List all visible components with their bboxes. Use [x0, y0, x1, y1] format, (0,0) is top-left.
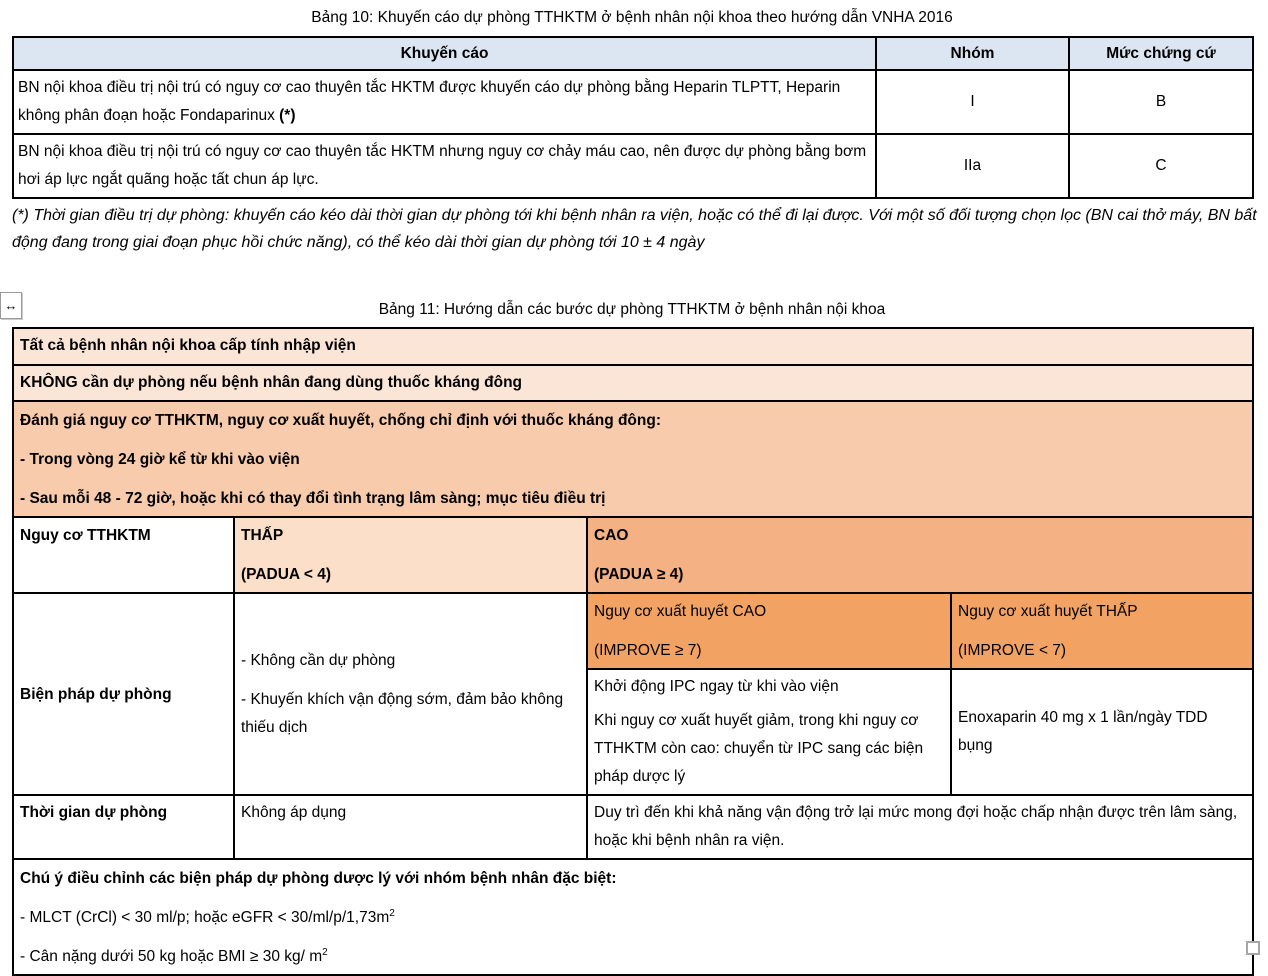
ipc-cell — [587, 669, 951, 795]
bleed-high-cell — [587, 593, 951, 669]
notes-cell — [13, 859, 1253, 975]
table10-header-recommendation: Khuyến cáo — [13, 37, 876, 70]
no-prophylaxis-cell: KHÔNG cần dự phòng nếu bệnh nhân đang dùng thuốc kháng đông — [13, 365, 1253, 401]
risk-low-cell — [234, 517, 587, 593]
assessment-cell — [13, 401, 1253, 517]
notes-title: Chú ý điều chỉnh các biện pháp dự phòng dược lý với nhóm bệnh nhân đặc biệt: — [20, 870, 617, 887]
table10-row2-evidence: C — [1069, 134, 1253, 198]
bleed-high-line-2: (IMPROVE ≥ 7) — [594, 642, 702, 659]
table11-row-no-prophylaxis — [13, 365, 1253, 401]
duration-low-cell: Không áp dụng — [234, 795, 587, 859]
notes-line-2-text: - Cân nặng dưới 50 kg hoặc BMI ≥ 30 kg/ m — [20, 948, 323, 965]
assessment-line-2: - Trong vòng 24 giờ kể từ khi vào viện — [20, 451, 300, 468]
assessment-line-1: Đánh giá nguy cơ TTHKTM, nguy cơ xuất huyết, chống chỉ định với thuốc kháng đông: — [20, 412, 662, 429]
measures-label-cell: Biện pháp dự phòng — [13, 593, 234, 795]
bleed-low-line-2: (IMPROVE < 7) — [958, 642, 1067, 659]
assessment-line-3: - Sau mỗi 48 - 72 giờ, hoặc khi có thay đổi tình trạng lâm sàng; mục tiêu điều trị — [20, 490, 606, 507]
table10-recommendations — [12, 36, 1254, 199]
duration-high-cell: Duy trì đến khi khả năng vận động trở lại mức mong đợi hoặc chấp nhận được trên lâm sàng, hoặc khi bệnh nhân ra viện. — [587, 795, 1253, 859]
table10-row-2 — [13, 134, 1253, 198]
table10-row1-group: I — [876, 70, 1069, 134]
table10-footnote: (*) Thời gian điều trị dự phòng: khuyến cáo kéo dài thời gian dự phòng tới khi bệnh nhân ra viện, hoặc có thể đi lại được. Với một số đối tượng chọn lọc (BN cai thở máy, BN bất động đang trong giai đoạn phục hồi chức năng), có thể kéo dài thời gian dự phòng tới 10 ± 4 ngày — [12, 207, 1257, 251]
notes-line-2 — [20, 943, 1246, 971]
ipc-line-2: Khi nguy cơ xuất huyết giảm, trong khi nguy cơ TTHKTM còn cao: chuyển từ IPC sang các biện pháp dược lý — [594, 712, 924, 785]
table11-row-risk — [13, 517, 1253, 593]
measures-low-line-1: - Không cần dự phòng — [241, 652, 396, 669]
table10-row1-asterisk: (*) — [279, 107, 296, 124]
table-resize-grip[interactable] — [1246, 941, 1260, 955]
risk-high-line-1: CAO — [594, 527, 629, 544]
table11-row-notes — [13, 859, 1253, 975]
table10-header-evidence: Mức chứng cứ — [1069, 37, 1253, 70]
ipc-line-1: Khởi động IPC ngay từ khi vào viện — [594, 678, 839, 695]
table10-title: Bảng 10: Khuyến cáo dự phòng TTHKTM ở bệnh nhân nội khoa theo hướng dẫn VNHA 2016 — [311, 9, 953, 26]
table10-row1-recommendation — [13, 70, 876, 134]
table10-row1-evidence: B — [1069, 70, 1253, 134]
left-right-arrow-icon: ↔ — [4, 298, 18, 313]
risk-high-line-2: (PADUA ≥ 4) — [594, 566, 684, 583]
table10-row1-text: BN nội khoa điều trị nội trú có nguy cơ cao thuyên tắc HKTM được khuyến cáo dự phòng bằng Heparin TLPTT, Heparin không phân đoạn hoặc Fondaparinux — [18, 79, 841, 124]
bleed-low-line-1: Nguy cơ xuất huyết THẤP — [958, 603, 1138, 620]
bleed-low-cell — [951, 593, 1253, 669]
notes-line-1-text: - MLCT (CrCl) < 30 ml/p; hoặc eGFR < 30/ml/p/1,73m — [20, 909, 390, 926]
table10-row-1 — [13, 70, 1253, 134]
risk-high-cell — [587, 517, 1253, 593]
table11-row-all-patients — [13, 328, 1253, 365]
risk-low-line-1: THẤP — [241, 527, 284, 544]
duration-label-cell: Thời gian dự phòng — [13, 795, 234, 859]
enoxaparin-cell: Enoxaparin 40 mg x 1 lần/ngày TDD bụng — [951, 669, 1253, 795]
bleed-high-line-1: Nguy cơ xuất huyết CAO — [594, 603, 767, 620]
risk-low-line-2: (PADUA < 4) — [241, 566, 331, 583]
table11-title: Bảng 11: Hướng dẫn các bước dự phòng TTHKTM ở bệnh nhân nội khoa — [378, 301, 886, 318]
risk-label-cell: Nguy cơ TTHKTM — [13, 517, 234, 593]
table10-header-group: Nhóm — [876, 37, 1069, 70]
table11-row-duration — [13, 795, 1253, 859]
notes-line-1 — [20, 904, 1246, 932]
table10-header-row — [13, 37, 1253, 70]
measures-low-cell — [234, 593, 587, 795]
table10-row2-group: IIa — [876, 134, 1069, 198]
all-patients-cell: Tất cả bệnh nhân nội khoa cấp tính nhập viện — [13, 328, 1253, 365]
table11-row-bleeding-risk — [13, 593, 1253, 669]
table11-prophylaxis-steps — [12, 327, 1254, 976]
notes-line-1-sup: 2 — [389, 907, 395, 919]
measures-low-line-2: - Khuyến khích vận động sớm, đảm bảo không thiếu dịch — [241, 691, 564, 736]
table11-row-assessment — [13, 401, 1253, 517]
table10-row2-recommendation: BN nội khoa điều trị nội trú có nguy cơ cao thuyên tắc HKTM nhưng nguy cơ chảy máu cao, nên được dự phòng bằng bơm hơi áp lực ngắt quãng hoặc tất chun áp lực. — [13, 134, 876, 198]
notes-line-2-sup: 2 — [322, 946, 328, 958]
